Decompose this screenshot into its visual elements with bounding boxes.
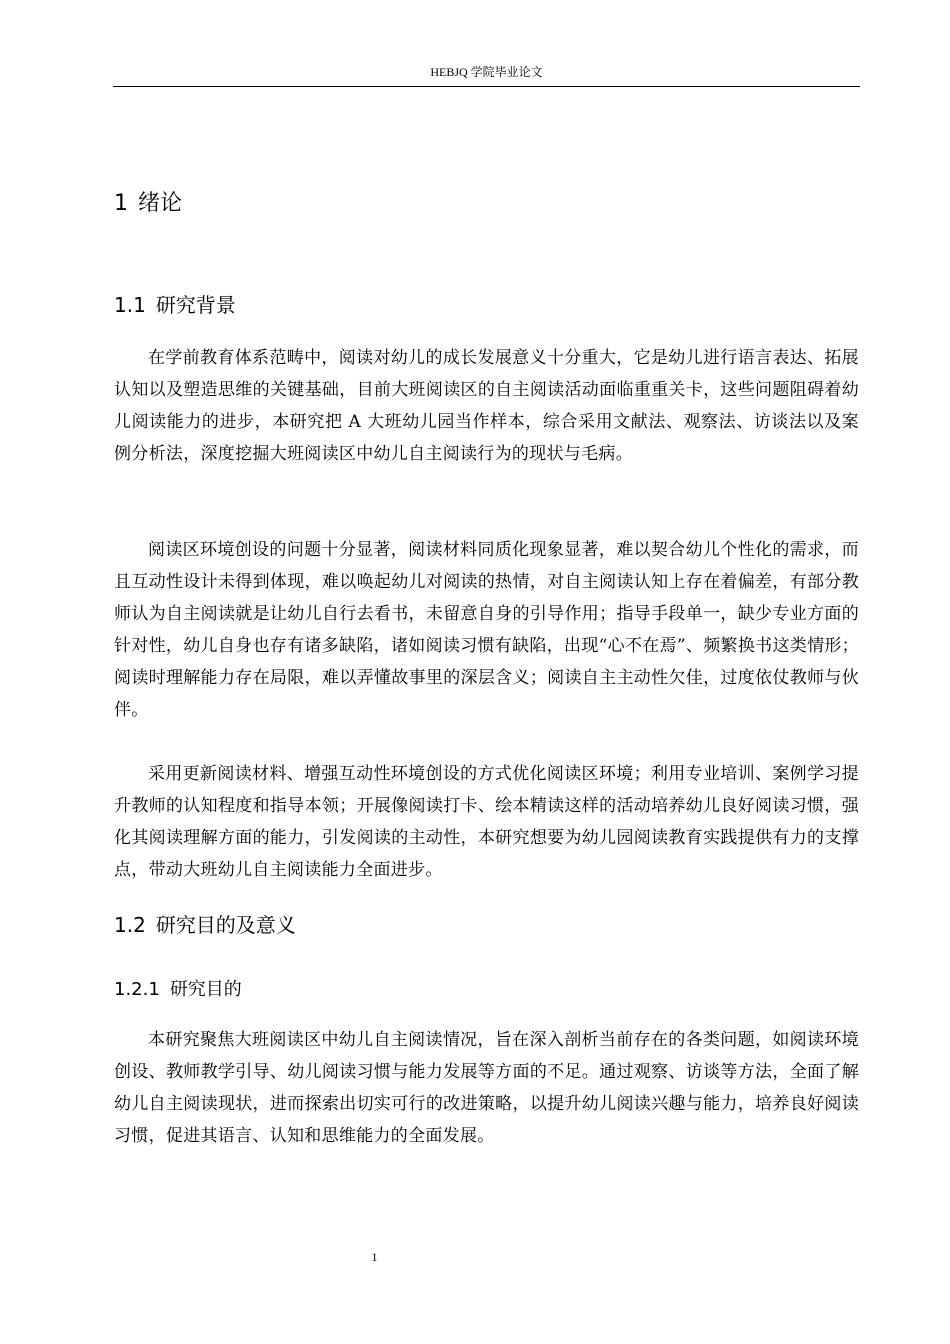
running-header: HEBJQ 学院毕业论文: [430, 65, 543, 79]
subsection-number: 1.2.1: [114, 979, 160, 1000]
paragraph: 采用更新阅读材料、增强互动性环境创设的方式优化阅读区环境；利用专业培训、案例学习提升教师的认知程度和指导本领；开展像阅读打卡、绘本精读这样的活动培养幼儿良好阅读习惯，强化其阅读理解方面的能力，引发阅读的主动性，本研究想要为幼儿园阅读教育实践提供有力的支撑点，带动大班幼儿自主阅读能力全面进步。: [114, 764, 859, 880]
section-heading-1-2: [114, 910, 296, 940]
chapter-title: 绪论: [138, 191, 183, 216]
section-number: 1.1: [114, 293, 146, 317]
paragraph: 在学前教育体系范畴中，阅读对幼儿的成长发展意义十分重大，它是幼儿进行语言表达、拓展认知以及塑造思维的关键基础，目前大班阅读区的自主阅读活动面临重重关卡，这些问题阻碍着幼儿阅读能力的进步，本研究把 A 大班幼儿园当作样本，综合采用文献法、观察法、访谈法以及案例分析法，深度挖掘大班阅读区中幼儿自主阅读行为的现状与毛病。: [114, 348, 859, 464]
header-divider: [113, 86, 860, 87]
section-heading-1-1: [114, 290, 236, 320]
subsection-title: 研究目的: [169, 979, 242, 1000]
paragraph: 阅读区环境创设的问题十分显著，阅读材料同质化现象显著，难以契合幼儿个性化的需求，而且互动性设计未得到体现，难以唤起幼儿对阅读的热情，对自主阅读认知上存在着偏差，有部分教师认为自主阅读就是让幼儿自行去看书，未留意自身的引导作用；指导手段单一，缺少专业方面的针对性，幼儿自身也存有诸多缺陷，诸如阅读习惯有缺陷，出现“心不在焉”、频繁换书这类情形；阅读时理解能力存在局限，难以弄懂故事里的深层含义；阅读自主主动性欠佳，过度依仗教师与伙伴。: [114, 540, 859, 720]
subsection-heading-1-2-1: [114, 976, 242, 1004]
section-title: 研究背景: [155, 293, 236, 317]
page-number: 1: [371, 1250, 378, 1264]
section-number: 1.2: [114, 913, 146, 937]
section-title: 研究目的及意义: [155, 913, 296, 937]
chapter-number: 1: [114, 191, 128, 216]
paragraph: 本研究聚焦大班阅读区中幼儿自主阅读情况，旨在深入剖析当前存在的各类问题，如阅读环境创设、教师教学引导、幼儿阅读习惯与能力发展等方面的不足。通过观察、访谈等方法，全面了解幼儿自主阅读现状，进而探索出切实可行的改进策略，以提升幼儿阅读兴趣与能力，培养良好阅读习惯，促进其语言、认知和思维能力的全面发展。: [114, 1030, 859, 1146]
chapter-heading: [114, 188, 182, 220]
